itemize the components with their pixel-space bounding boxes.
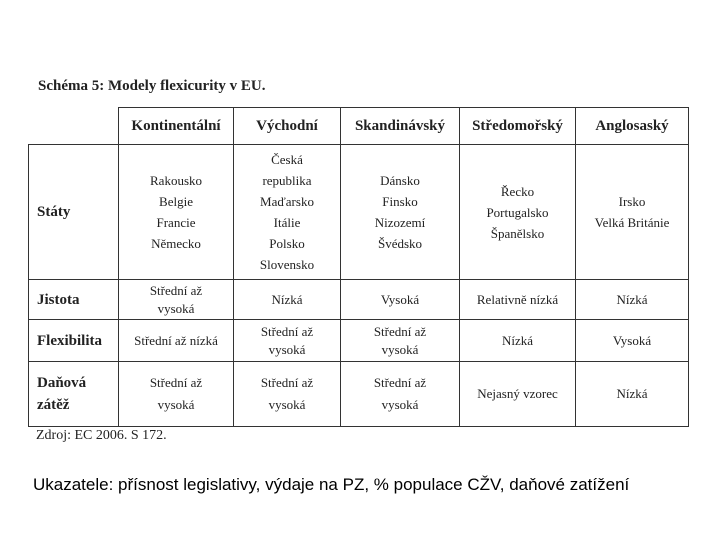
cell-line: Nejasný vzorec (477, 386, 558, 401)
table-cell (119, 320, 234, 362)
row-header: Státy (29, 145, 119, 280)
row-header-line: zátěž (37, 397, 70, 413)
table-row (29, 280, 689, 320)
cell-line: Nízká (271, 291, 303, 307)
column-header: Kontinentální (119, 108, 234, 145)
table-cell (234, 320, 341, 362)
cell-line: Vysoká (612, 332, 652, 348)
cell-line: Střední až (373, 323, 427, 339)
cell-line: vysoká (381, 397, 419, 412)
cell-line: Relativně nízká (476, 291, 559, 307)
cell-line: vysoká (157, 300, 195, 316)
table-cell (234, 280, 341, 320)
row-header: Flexibilita (29, 320, 119, 362)
row-header-line: Daňová (37, 375, 87, 391)
cell-line: Nízká (616, 291, 648, 307)
cell-line: Itálie (273, 215, 301, 230)
column-header: Skandinávský (341, 108, 460, 145)
cell-line: republika (262, 173, 312, 188)
cell-line: vysoká (157, 397, 195, 412)
cell-line: Španělsko (490, 225, 545, 241)
table-cell (460, 362, 576, 427)
table-row (29, 320, 689, 362)
cell-line: Střední až nízká (134, 332, 218, 348)
cell-line: Slovensko (259, 257, 315, 272)
cell-line: Střední až (149, 282, 203, 298)
table-cell (576, 145, 689, 280)
cell-line: vysoká (268, 397, 306, 412)
cell-line: Česká (271, 152, 303, 167)
table-cell (460, 320, 576, 362)
table-row (29, 362, 689, 427)
table-cell (119, 145, 234, 280)
flexicurity-table (28, 107, 689, 427)
cell-line: Nizozemí (374, 215, 426, 230)
cell-line: Belgie (159, 194, 193, 209)
corner-cell (29, 108, 119, 145)
cell-line: Německo (151, 236, 201, 251)
cell-line: Finsko (382, 194, 418, 209)
column-header: Středomořský (460, 108, 576, 145)
table-cell (234, 145, 341, 280)
table-cell (576, 362, 689, 427)
table-cell (460, 145, 576, 280)
table-cell (341, 145, 460, 280)
table-cell (341, 362, 460, 427)
table-cell (119, 362, 234, 427)
cell-line: Portugalsko (486, 204, 549, 220)
row-header: Jistota (29, 280, 119, 320)
table-cell (576, 280, 689, 320)
cell-line: Irsko (618, 194, 646, 209)
cell-line: Švédsko (377, 236, 423, 251)
caption: Ukazatele: přísnost legislativy, výdaje na PZ, % populace CŽV, daňové zatížení (33, 475, 630, 494)
cell-line: Dánsko (380, 173, 420, 188)
table-cell (576, 320, 689, 362)
cell-line: Řecko (500, 183, 535, 199)
cell-line: Francie (156, 215, 196, 230)
table-title: Schéma 5: Modely flexicurity v EU. (38, 78, 266, 94)
table-cell (460, 280, 576, 320)
cell-line: Polsko (269, 236, 305, 251)
cell-line: Střední až (260, 375, 314, 390)
cell-line: Rakousko (150, 173, 202, 188)
row-header (29, 362, 119, 427)
cell-line: Střední až (260, 323, 314, 339)
header-row (29, 108, 689, 145)
cell-line: vysoká (381, 341, 419, 357)
cell-line: Nízká (616, 386, 648, 401)
cell-line: Střední až (149, 375, 203, 390)
cell-line: Vysoká (380, 291, 420, 307)
table-cell (119, 280, 234, 320)
table-row (29, 145, 689, 280)
cell-line: Velká Británie (594, 215, 670, 230)
column-header: Anglosaský (576, 108, 689, 145)
source-note: Zdroj: EC 2006. S 172. (36, 428, 167, 443)
cell-line: vysoká (268, 341, 306, 357)
table-cell (341, 280, 460, 320)
cell-line: Střední až (373, 375, 427, 390)
cell-line: Nízká (501, 332, 534, 348)
cell-line: Maďarsko (260, 194, 314, 209)
column-header: Východní (234, 108, 341, 145)
table-cell (341, 320, 460, 362)
table-cell (234, 362, 341, 427)
